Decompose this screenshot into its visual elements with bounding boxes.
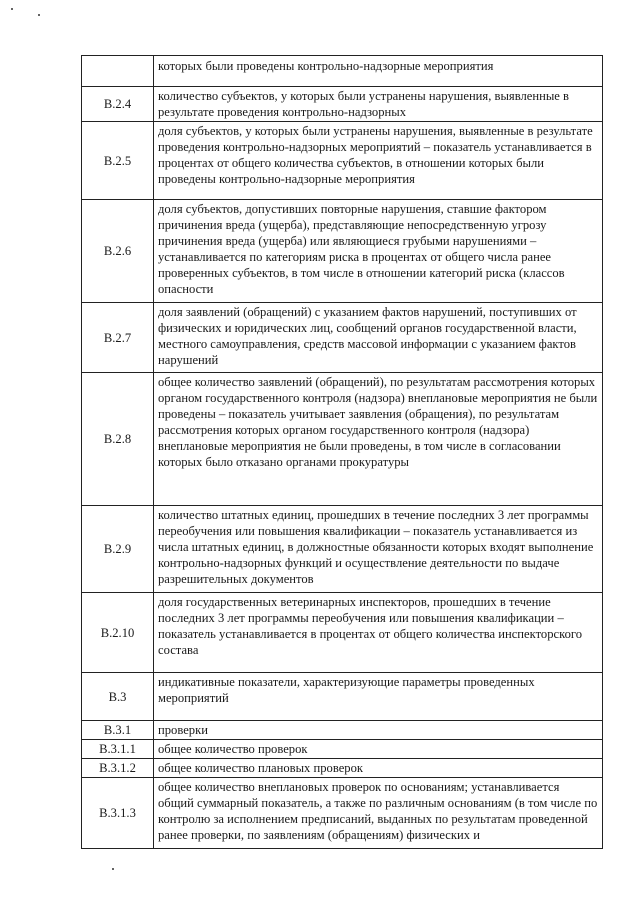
table-row xyxy=(82,506,603,593)
row-code: В.2.5 xyxy=(82,122,154,200)
row-code: В.2.6 xyxy=(82,200,154,303)
table-row xyxy=(82,778,603,849)
scan-speck xyxy=(112,868,114,870)
row-text: количество штатных единиц, прошедших в течение последних 3 лет программы переобучения или повышения квалификации – показатель устанавливается из числа штатных единиц, в должностные обязанности которых входят выполнение контрольно-надзорных функций и осуществление деятельности по выдаче разрешительных документов xyxy=(154,506,603,593)
row-text: индикативные показатели, характеризующие параметры проведенных мероприятий xyxy=(154,673,603,721)
table-row xyxy=(82,200,603,303)
table-row xyxy=(82,303,603,373)
row-code: В.3.1.1 xyxy=(82,740,154,759)
indicators-table xyxy=(81,55,603,849)
row-text: общее количество плановых проверок xyxy=(154,759,603,778)
row-text: общее количество внеплановых проверок по основаниям; устанавливается общий суммарный показатель, а также по различным основаниям (в том числе по контролю за исполнением предписаний, выданных по результатам проведенной ранее проверки, по заявлениям (обращениям) физических и xyxy=(154,778,603,849)
row-text: доля государственных ветеринарных инспекторов, прошедших в течение последних 3 лет программы переобучения или повышения квалификации – показатель устанавливается в процентах от общего количества инспекторского состава xyxy=(154,593,603,673)
row-code: В.2.9 xyxy=(82,506,154,593)
row-text: проверки xyxy=(154,721,603,740)
row-code: В.3 xyxy=(82,673,154,721)
row-code: В.3.1.2 xyxy=(82,759,154,778)
table-row xyxy=(82,673,603,721)
row-code: В.2.7 xyxy=(82,303,154,373)
scan-speck xyxy=(38,14,40,16)
row-text: общее количество заявлений (обращений), по результатам рассмотрения которых органом государственного контроля (надзора) внеплановые мероприятия не были проведены – показатель учитывает заявления (обращения), по результатам рассмотрения которых органом государственного контроля (надзора) внеплановые мероприятия не были проведены, в том числе в согласовании которых было отказано органами прокуратуры xyxy=(154,373,603,506)
row-text: доля субъектов, допустивших повторные нарушения, ставшие фактором причинения вреда (ущерба), представляющие непосредственную угрозу причинения вреда (ущерба) или являющиеся грубыми нарушениями – устанавливается по категориям риска в процентах от общего числа ранее проверенных субъектов, в том числе в отношении категорий риска (классов опасности xyxy=(154,200,603,303)
row-code: В.3.1 xyxy=(82,721,154,740)
row-text: общее количество проверок xyxy=(154,740,603,759)
row-text: количество субъектов, у которых были устранены нарушения, выявленные в результате проведения контрольно-надзорных xyxy=(154,87,603,122)
row-code: В.3.1.3 xyxy=(82,778,154,849)
table-row xyxy=(82,373,603,506)
table-row xyxy=(82,56,603,87)
table-row xyxy=(82,87,603,122)
row-code: В.2.10 xyxy=(82,593,154,673)
row-code: В.2.4 xyxy=(82,87,154,122)
table-row xyxy=(82,122,603,200)
table-row xyxy=(82,740,603,759)
row-text: которых были проведены контрольно-надзорные мероприятия xyxy=(154,56,603,87)
table-row xyxy=(82,759,603,778)
table-row xyxy=(82,721,603,740)
row-code xyxy=(82,56,154,87)
table-row xyxy=(82,593,603,673)
row-text: доля субъектов, у которых были устранены нарушения, выявленные в результате проведения контрольно-надзорных мероприятий – показатель устанавливается в процентах от общего количества субъектов, в отношении которых были проведены контрольно-надзорные мероприятия xyxy=(154,122,603,200)
row-text: доля заявлений (обращений) с указанием фактов нарушений, поступивших от физических и юридических лиц, сообщений органов государственной власти, местного самоуправления, средств массовой информации с указанием фактов нарушений xyxy=(154,303,603,373)
row-code: В.2.8 xyxy=(82,373,154,506)
scan-speck xyxy=(11,8,13,10)
